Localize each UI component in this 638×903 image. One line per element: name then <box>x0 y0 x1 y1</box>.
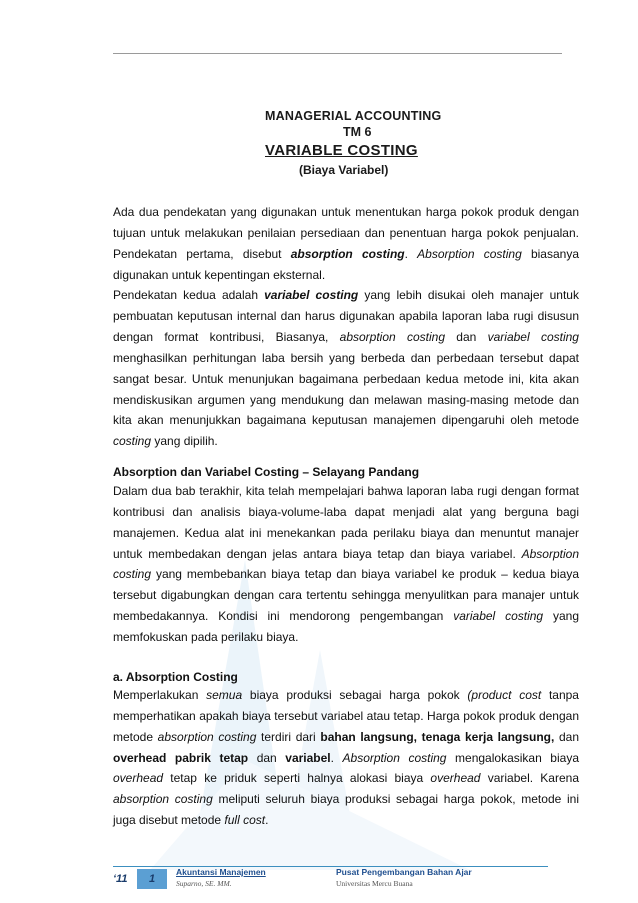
text-run: tanpa memperhatikan apakah biaya tersebut variabel atau tetap. Harga pokok produk dengan metode <box>113 688 579 744</box>
emphasis-bold-italic: absorption costing <box>290 246 405 261</box>
paragraph <box>113 202 579 285</box>
text-run: dan <box>445 330 488 345</box>
text-run: terdiri dari <box>256 729 321 744</box>
text-run: yang membebankan biaya tetap dan biaya variabel ke produk – kedua biaya tersebut digabungkan dengan cara tertentu sehingga menyulitkan para manajer untuk membedakannya. Kondisi ini mendorong pengembangan <box>113 567 579 624</box>
text-run: yang memfokuskan pada perilaku biaya. <box>113 609 579 644</box>
paragraph <box>113 481 579 648</box>
topic-subtitle: (Biaya Variabel) <box>299 163 389 177</box>
emphasis-italic: variabel costing <box>487 330 579 345</box>
top-rule <box>113 53 562 54</box>
page-number: 1 <box>137 869 167 889</box>
section-heading-absorption: a. Absorption Costing <box>113 670 238 684</box>
topic-title: VARIABLE COSTING <box>265 142 418 159</box>
text-run: Dalam dua bab terakhir, kita telah mempelajari bahwa laporan laba rugi dengan format kontribusi dan analisis biaya-volume-laba dapat menjadi alat yang berguna bagi manajemen. Kedua alat ini menekankan pada perilaku biaya dan menuntut manajer untuk membedakan dengan jelas antara biaya tetap dan biaya variabel. <box>113 484 579 561</box>
text-run: yang dipilih. <box>151 434 218 449</box>
emphasis-bold-italic: variabel costing <box>264 288 359 303</box>
overview-text <box>113 481 579 648</box>
emphasis-italic: Absorption costing <box>417 246 522 261</box>
emphasis-italic: semua <box>206 688 243 702</box>
emphasis-italic: Absorption costing <box>113 546 579 582</box>
title-block <box>265 109 525 177</box>
text-run: variabel. Karena <box>480 771 579 786</box>
emphasis-italic: absorption costing <box>157 729 257 744</box>
text-run: dan <box>248 750 286 765</box>
emphasis-bold: overhead pabrik tetap <box>113 750 249 765</box>
text-run: dan <box>554 729 579 744</box>
footer-author: Suparno, SE. MM. <box>176 879 232 888</box>
text-run: mengalokasikan biaya <box>446 750 579 765</box>
session-number: TM 6 <box>343 125 372 139</box>
section-heading-overview: Absorption dan Variabel Costing – Selayang Pandang <box>113 465 420 479</box>
text-run: . <box>330 750 343 765</box>
text-run: meliputi seluruh biaya produksi sebagai harga pokok, metode ini juga disebut metode <box>113 792 579 828</box>
paragraph <box>113 685 579 831</box>
emphasis-italic: variabel costing <box>453 609 544 624</box>
text-run: tetap ke priduk seperti halnya alokasi biaya <box>163 771 431 786</box>
course-title: MANAGERIAL ACCOUNTING <box>265 109 442 123</box>
emphasis-italic: (product cost <box>467 688 542 702</box>
emphasis-italic: costing <box>113 434 152 449</box>
emphasis-italic: absorption costing <box>339 330 445 345</box>
emphasis-bold: bahan langsung, tenaga kerja langsung, <box>320 729 555 744</box>
text-run: menghasilkan perhitungan laba bersih yang berbeda dan perbedaan tersebut dapat sangat besar. Untuk menunjukan bagaimana perbedaan kedua metode ini, kita akan mendiskusikan argumen yang mendukung dan melawan masing-masing metode dan kita akan menunjukkan bagaimana keputusan manajemen dipengaruhi oleh metode <box>113 350 579 428</box>
emphasis-italic: Absorption costing <box>342 750 447 765</box>
footer-year: ‘11 <box>113 873 128 885</box>
text-run: biaya produksi sebagai harga pokok <box>242 688 468 702</box>
text-run: biasanya digunakan untuk kepentingan eksternal. <box>113 246 580 282</box>
footer-university: Universitas Mercu Buana <box>336 879 413 888</box>
footer-organization: Pusat Pengembangan Bahan Ajar <box>336 867 472 877</box>
text-run: Memperlakukan <box>113 688 207 702</box>
emphasis-italic: overhead <box>113 771 164 786</box>
emphasis-italic: overhead <box>430 771 481 786</box>
absorption-text <box>113 685 579 831</box>
text-run: . <box>265 813 269 828</box>
text-run: Pendekatan kedua adalah <box>113 288 265 303</box>
text-run: Ada dua pendekatan yang digunakan untuk menentukan harga pokok produk dengan tujuan untuk melakukan penilaian persediaan dan penentuan harga pokok penjualan. Pendekatan pertama, disebut <box>113 205 579 261</box>
text-run: . <box>404 246 418 261</box>
intro-text <box>113 202 579 452</box>
paragraph <box>113 285 579 452</box>
footer-course: Akuntansi Manajemen <box>176 867 266 877</box>
emphasis-bold: variabel <box>285 750 331 765</box>
text-run: yang lebih disukai oleh manajer untuk pembuatan keputusan internal dan harus digunakan apabila laporan laba rugi disusun dengan format kontribusi, Biasanya, <box>113 288 579 345</box>
emphasis-italic: full cost <box>224 813 266 828</box>
emphasis-italic: absorption costing <box>113 792 213 807</box>
